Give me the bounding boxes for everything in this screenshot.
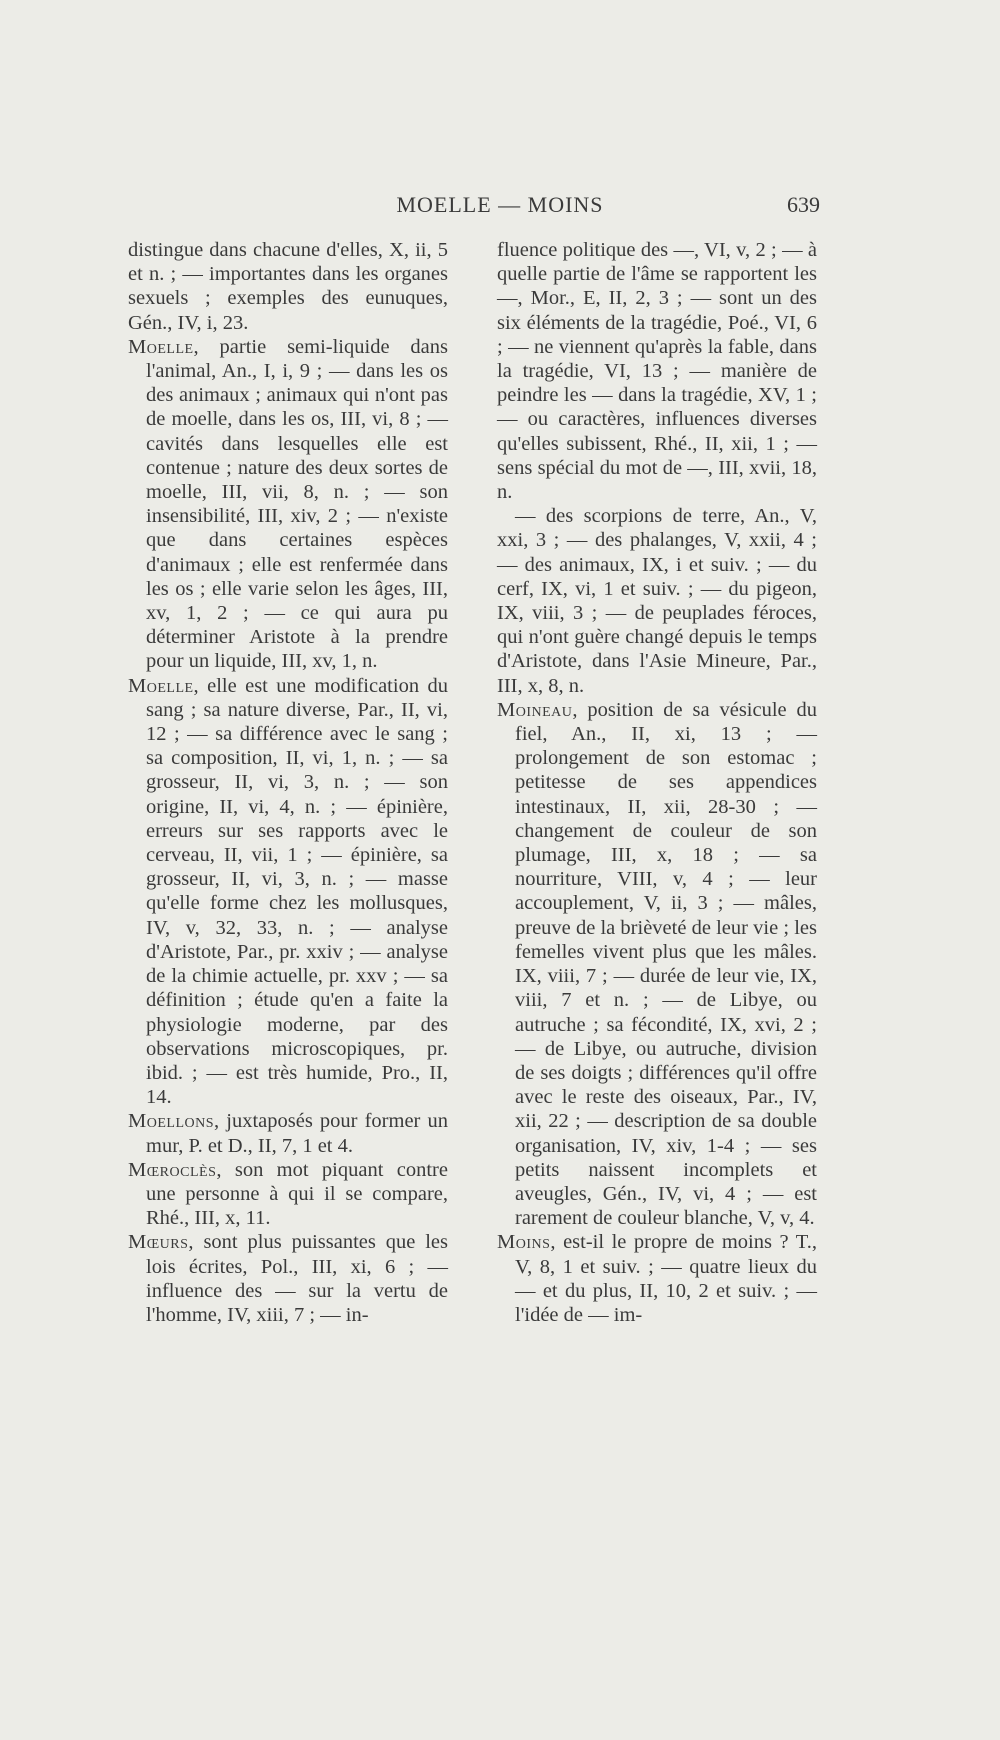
entry-moeurs [128,1230,448,1327]
entry-continuation: fluence politique des —, VI, v, 2 ; — à quelle partie de l'âme se rapportent les —, Mor., E, II, 2, 3 ; — sont un des six éléments de la tragédie, Poé., VI, 6 ; — ne viennent qu'après la fable, dans la tragédie, VI, 13 ; — manière de peindre les — dans la tragédie, XV, 1 ; — ou caractères, influences diverses qu'elles subissent, Rhé., II, xii, 1 ; — sens spécial du mot de —, III, xvii, 18, n. [497,239,817,504]
entry-continuation: distingue dans chacune d'elles, X, ii, 5 et n. ; — importantes dans les organes sexuels ; exemples des eunuques, Gén., IV, i, 23. [128,239,448,334]
entry-moineau [497,698,817,1230]
entry-text: , juxtaposés pour former un mur, P. et D., II, 7, 1 et 4. [146,1110,448,1157]
right-column [497,238,817,1327]
headword: Moelle [128,674,194,697]
headword: Mœroclès [128,1158,217,1181]
page-number: 639 [787,192,820,217]
entry-moins [497,1230,817,1327]
left-column [128,238,448,1327]
headword: Mœurs [128,1231,189,1254]
entry-text: , position de sa vésicule du fiel, An., II, xi, 13 ; — prolongement de son estomac ; petitesse de ses appendices intestinaux, II, xii, 28-30 ; — changement de couleur de son plumage, III, x, 18 ; — sa nourriture, VIII, v, 4 ; — leur accouplement, V, ii, 3 ; — mâles, preuve de la brièveté de leur vie ; les femelles vivent plus que les mâles. IX, viii, 7 ; — durée de leur vie, IX, viii, 7 et n. ; — de Libye, ou autruche ; sa fécondité, IX, xvi, 2 ; — de Libye, ou autruche, division de ses doigts ; différences qu'il offre avec le reste des oiseaux, Par., IV, xii, 22 ; — description de sa double organisation, IV, xiv, 1-4 ; — ses petits naissent incomplets et aveugles, Gén., IV, vi, 4 ; — est rarement de couleur blanche, V, v, 4. [515,698,817,1230]
headword: Moellons [128,1110,215,1133]
entry-moerocles [128,1158,448,1231]
entry-moelle-2 [128,674,448,1110]
running-head [0,192,1000,232]
entry-text: , est-il le propre de moins ? T., V, 8, 1 et suiv. ; — quatre lieux du — et du plus, II, 10, 2 et suiv. ; — l'idée de — im- [515,1231,817,1326]
headword: Moins [497,1231,551,1254]
headword: Moelle [128,335,194,358]
page-title: MOELLE — MOINS [396,192,604,217]
entry-text: , elle est une modification du sang ; sa nature diverse, Par., II, vi, 12 ; — sa différence avec le sang ; sa composition, II, vi, 1, n. ; — sa grosseur, II, vi, 3, n. ; — son origine, II, vi, 4, n. ; — épinière, erreurs sur ses rapports avec le cerveau, II, vii, 1 ; — épinière, sa grosseur, II, vi, 3, n. ; — masse qu'elle forme chez les mollusques, IV, v, 32, 33, n. ; — analyse d'Aristote, Par., pr. xxiv ; — analyse de la chimie actuelle, pr. xxv ; — sa définition ; étude qu'en a faite la physiologie moderne, par des observations microscopiques, pr. ibid. ; — est très humide, Pro., II, 14. [146,674,448,1109]
entry-moeurs-animals: — des scorpions de terre, An., V, xxi, 3 ; — des phalanges, V, xxii, 4 ; — des animaux, IX, i et suiv. ; — du cerf, IX, vi, 1 et suiv. ; — du pigeon, IX, viii, 3 ; — de peuplades féroces, qui n'ont guère changé depuis le temps d'Aristote, dans l'Asie Mineure, Par., III, x, 8, n. [497,505,817,697]
entry-moelle-1 [128,335,448,674]
headword: Moineau [497,698,573,721]
entry-moellons [128,1109,448,1157]
entry-text: , partie semi-liquide dans l'animal, An., I, i, 9 ; — dans les os des animaux ; animaux qui n'ont pas de moelle, dans les os, III, vi, 8 ; — cavités dans lesquelles elle est contenue ; nature des deux sortes de moelle, III, vii, 8, n. ; — son insensibilité, III, xiv, 2 ; — n'existe que dans certaines espèces d'animaux ; elle est renfermée dans les os ; elle varie selon les âges, III, xv, 1, 2 ; — ce qui aura pu déterminer Aristote à la prendre pour un liquide, III, xv, 1, n. [146,335,448,673]
entry-text: , sont plus puissantes que les lois écrites, Pol., III, xi, 6 ; — influence des — sur la vertu de l'homme, IV, xiii, 7 ; — in- [146,1231,448,1326]
entry-text: , son mot piquant contre une personne à qui il se compare, Rhé., III, x, 11. [146,1158,448,1230]
